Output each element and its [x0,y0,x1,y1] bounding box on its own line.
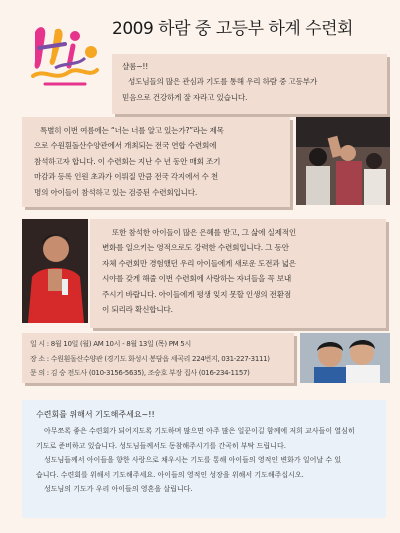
paragraph-line: 명의 아이들이 참석하고 있는 검증된 수련회입니다. [34,187,198,197]
worship-photo [296,117,390,205]
event-location: 장 소 : 수원흰돌산수양관 (경기도 화성시 봉담읍 세곡리 224번지, 031-227-3111) [30,354,270,363]
encouragement-box [90,219,386,328]
prayer-request-box [22,400,386,518]
hi-kingdom-logo [25,22,103,92]
paragraph-line: 또한 참석한 아이들이 많은 은혜를 받고, 그 삶에 실제적인 [112,228,297,237]
paragraph-line: 시야를 갖게 해줄 이번 수련회에 사랑하는 자녀들을 꼭 보내 [102,274,291,284]
paragraph-line: 마감과 등록 인원 초과가 이뤄질 만큼 전국 각지에서 수 천 [34,172,219,182]
paragraph-line: 특별히 이번 여름에는 “너는 너를 알고 있는가?”라는 제목 [40,126,224,135]
prayer-line: 성도님들께서 아이들을 향한 사랑으로 채우시는 기도를 통해 아이들의 영적인 변화가 일어날 수 있 [44,456,342,465]
prayer-line: 기도로 준비하고 있습니다. 성도님들께서도 동참해주시기를 간곡히 부탁 드립니다. [36,441,286,450]
paragraph-line: 참석하고자 합니다. 이 수련회는 지난 수 년 동안 매회 조기 [34,156,221,166]
prayer-line: 습니다. 수련회를 위해서 기도해주세요. 아이들의 영적인 성장을 위해서 기도해주십시오. [36,470,304,479]
paragraph-line: 변화를 일으키는 영적으로도 강력한 수련회입니다. 그 동안 [102,243,289,253]
paragraph-line: 으로 수원흰돌산수양관에서 개최되는 전국 연합 수련회에 [34,141,217,151]
page-title: 2009 하람 중 고등부 하계 수련회 [112,19,353,39]
event-info-box [22,333,294,383]
prayer-line: 아무쪼록 좋은 수련회가 되어지도록 기도하며 많으면 아주 많은 일꾼이길 함께에 저희 교사들이 열심히 [44,427,355,435]
greeting-box [112,54,387,114]
kids-photo [300,333,390,383]
student-photo [22,219,88,323]
paragraph-line: 주시기 바랍니다. 아이들에게 평생 잊지 못할 인생의 전환점 [102,289,291,299]
greeting-line: 샬롬~!! [122,62,149,71]
prayer-heading: 수련회를 위해서 기도해주세요~!! [36,410,155,419]
intro-paragraph-box [22,117,290,207]
prayer-line: 성도님의 기도가 우리 아이들의 영혼을 살립니다. [44,485,193,494]
paragraph-line: 자체 수련회만 경험했던 우리 아이들에게 새로운 도전과 넓은 [102,258,296,268]
greeting-line: 믿음으로 건강하게 잘 자라고 있습니다. [122,92,248,102]
event-contact: 문 의 : 김 승 전도사 (010-3156-5635), 조승호 부장 집사 (016-234-1157) [30,369,250,377]
greeting-line: 성도님들의 많은 관심과 기도를 통해 우리 하람 중 고등부가 [128,77,317,87]
event-date: 일 시 : 8월 10일 (월) AM 10시 - 8월 13일 (목) PM 5시 [30,340,191,348]
paragraph-line: 이 되리라 확신합니다. [102,305,173,315]
